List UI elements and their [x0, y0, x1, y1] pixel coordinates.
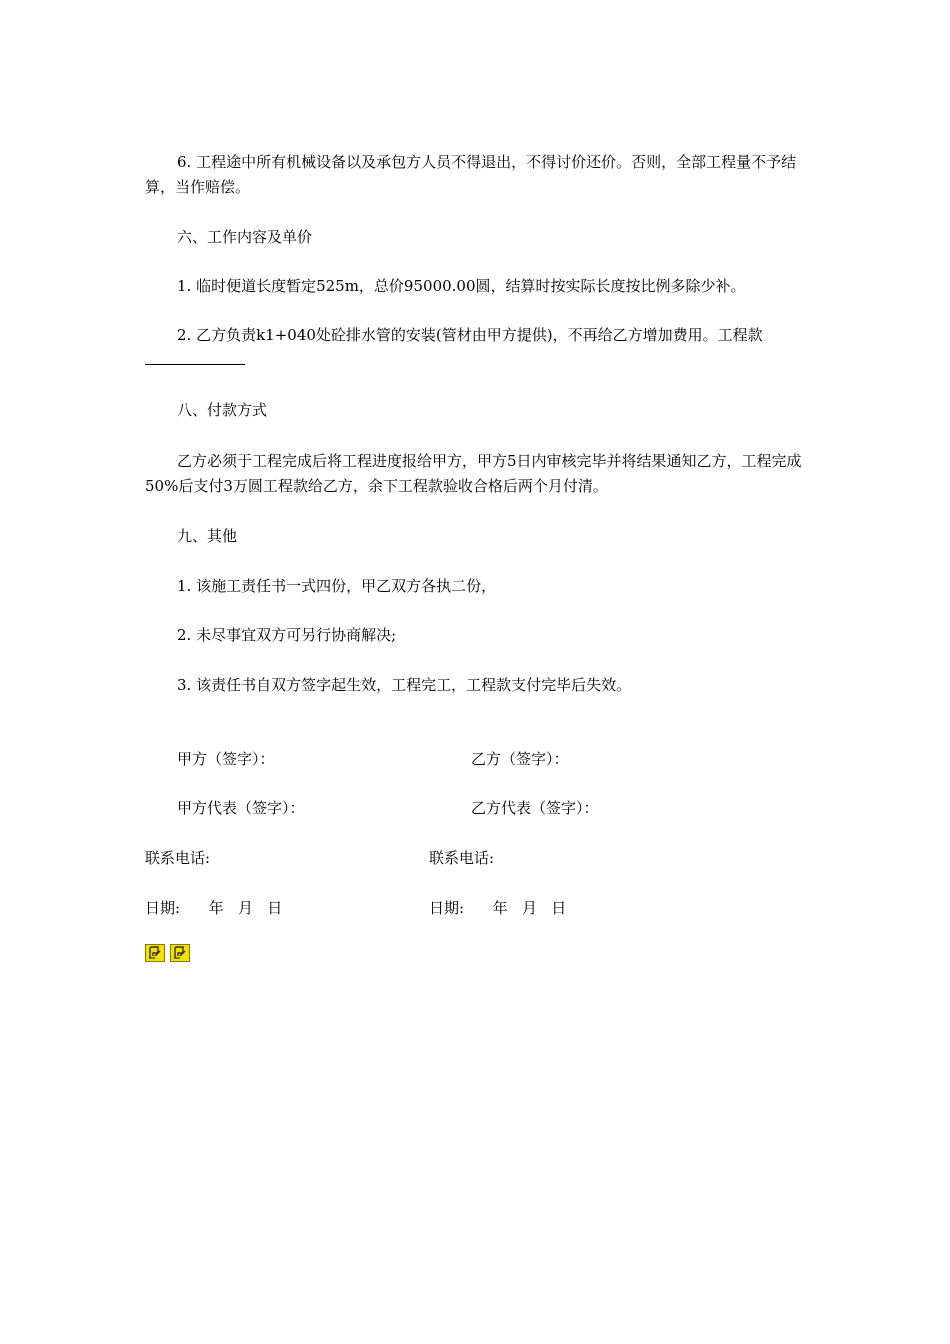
party-b-representative: 乙方代表（签字）： [471, 799, 599, 817]
clause-6: 6. 工程途中所有机械设备以及承包方人员不得退出，不得讨价还价。否则，全部工程量不予结算，当作赔偿。 [145, 153, 797, 196]
document-edit-icon [145, 944, 165, 962]
party-b-date: 日期: 年 月 日 [429, 899, 567, 917]
work-item-2 [145, 323, 810, 373]
work-item-1: 1. 临时便道长度暂定525m，总价95000.00圆，结算时按实际长度按比例多除少补。 [177, 277, 746, 295]
section-heading-6: 六、工作内容及单价 [177, 228, 313, 246]
amount-blank [145, 350, 245, 365]
party-a-representative: 甲方代表（签字）： [177, 799, 305, 817]
other-item-3: 3. 该责任书自双方签字起生效，工程完工，工程款支付完毕后失效。 [177, 676, 632, 694]
other-item-2: 2. 未尽事宜双方可另行协商解决; [177, 626, 397, 644]
document-edit-icon [170, 944, 190, 962]
party-a-phone: 联系电话: [145, 849, 211, 867]
party-a-signature: 甲方（签字）： [177, 750, 275, 768]
party-a-date: 日期: 年 月 日 [145, 899, 283, 917]
section-heading-8: 八、付款方式 [177, 401, 268, 419]
work-item-2-text: 2. 乙方负责k1+040处砼排水管的安装(管材由甲方提供)，不再给乙方增加费用。工程款 [177, 326, 763, 344]
payment-terms: 乙方必须于工程完成后将工程进度报给甲方，甲方5日内审核完毕并将结果通知乙方，工程完成50%后支付3万圆工程款给乙方，余下工程款验收合格后两个月付清。 [145, 452, 802, 495]
section-heading-9: 九、其他 [177, 527, 238, 545]
other-item-1: 1. 该施工责任书一式四份，甲乙双方各执二份， [177, 577, 497, 595]
party-b-phone: 联系电话: [429, 849, 495, 867]
party-b-signature: 乙方（签字）： [471, 750, 569, 768]
